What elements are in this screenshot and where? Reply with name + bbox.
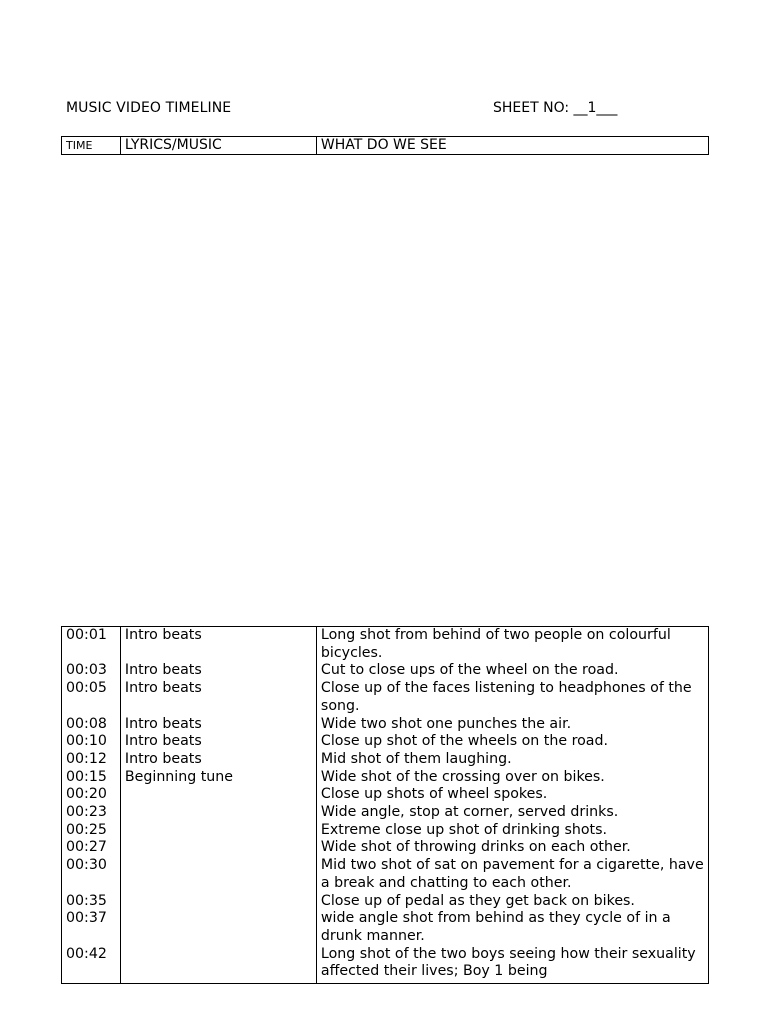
cell-time: 00:37 [62,910,121,945]
table-row [62,839,709,857]
cell-time: 00:01 [62,627,121,663]
cell-time: 00:10 [62,733,121,751]
cell-lyrics [120,857,316,892]
cell-what-we-see: wide angle shot from behind as they cycle of in a drunk manner. [316,910,708,945]
cell-lyrics: Beginning tune [120,769,316,787]
cell-lyrics: Intro beats [120,627,316,663]
timeline-table [61,626,709,984]
cell-what-we-see: Close up shots of wheel spokes. [316,786,708,804]
cell-time: 00:25 [62,822,121,840]
cell-lyrics [120,910,316,945]
table-row [62,946,709,984]
table-row [62,751,709,769]
table-row [62,733,709,751]
cell-time: 00:27 [62,839,121,857]
cell-what-we-see: Wide shot of throwing drinks on each other. [316,839,708,857]
cell-what-we-see: Close up of pedal as they get back on bikes. [316,893,708,911]
cell-what-we-see: Extreme close up shot of drinking shots. [316,822,708,840]
cell-lyrics [120,946,316,984]
cell-what-we-see: Mid shot of them laughing. [316,751,708,769]
cell-time: 00:15 [62,769,121,787]
cell-lyrics: Intro beats [120,662,316,680]
cell-time: 00:42 [62,946,121,984]
cell-lyrics: Intro beats [120,733,316,751]
table-row [62,769,709,787]
cell-what-we-see: Wide two shot one punches the air. [316,716,708,734]
cell-time: 00:12 [62,751,121,769]
cell-lyrics [120,804,316,822]
header-time: TIME [62,137,121,155]
table-row [62,662,709,680]
cell-lyrics [120,893,316,911]
header-lyrics: LYRICS/MUSIC [120,137,316,155]
cell-time: 00:08 [62,716,121,734]
cell-what-we-see: Cut to close ups of the wheel on the road. [316,662,708,680]
table-row [62,786,709,804]
table-row [62,910,709,945]
cell-time: 00:30 [62,857,121,892]
document-title: MUSIC VIDEO TIMELINE [66,100,232,116]
cell-what-we-see: Wide shot of the crossing over on bikes. [316,769,708,787]
cell-what-we-see: Wide angle, stop at corner, served drinks. [316,804,708,822]
cell-time: 00:20 [62,786,121,804]
cell-lyrics [120,786,316,804]
table-row [62,680,709,715]
table-row [62,716,709,734]
cell-lyrics [120,839,316,857]
cell-time: 00:23 [62,804,121,822]
cell-lyrics: Intro beats [120,680,316,715]
cell-what-we-see: Close up shot of the wheels on the road. [316,733,708,751]
cell-lyrics: Intro beats [120,716,316,734]
cell-time: 00:05 [62,680,121,715]
table-row [62,893,709,911]
header-what-we-see: WHAT DO WE SEE [316,137,708,155]
timeline-header-table [61,136,709,155]
cell-what-we-see: Mid two shot of sat on pavement for a cigarette, have a break and chatting to each other. [316,857,708,892]
cell-what-we-see: Close up of the faces listening to headphones of the song. [316,680,708,715]
table-row [62,627,709,663]
table-row [62,822,709,840]
cell-lyrics: Intro beats [120,751,316,769]
cell-time: 00:03 [62,662,121,680]
table-row [62,857,709,892]
sheet-number: SHEET NO: __1___ [493,100,618,116]
header-row [62,137,709,155]
table-row [62,804,709,822]
cell-what-we-see: Long shot of the two boys seeing how their sexuality affected their lives; Boy 1 being [316,946,708,984]
cell-time: 00:35 [62,893,121,911]
cell-lyrics [120,822,316,840]
cell-what-we-see: Long shot from behind of two people on colourful bicycles. [316,627,708,663]
